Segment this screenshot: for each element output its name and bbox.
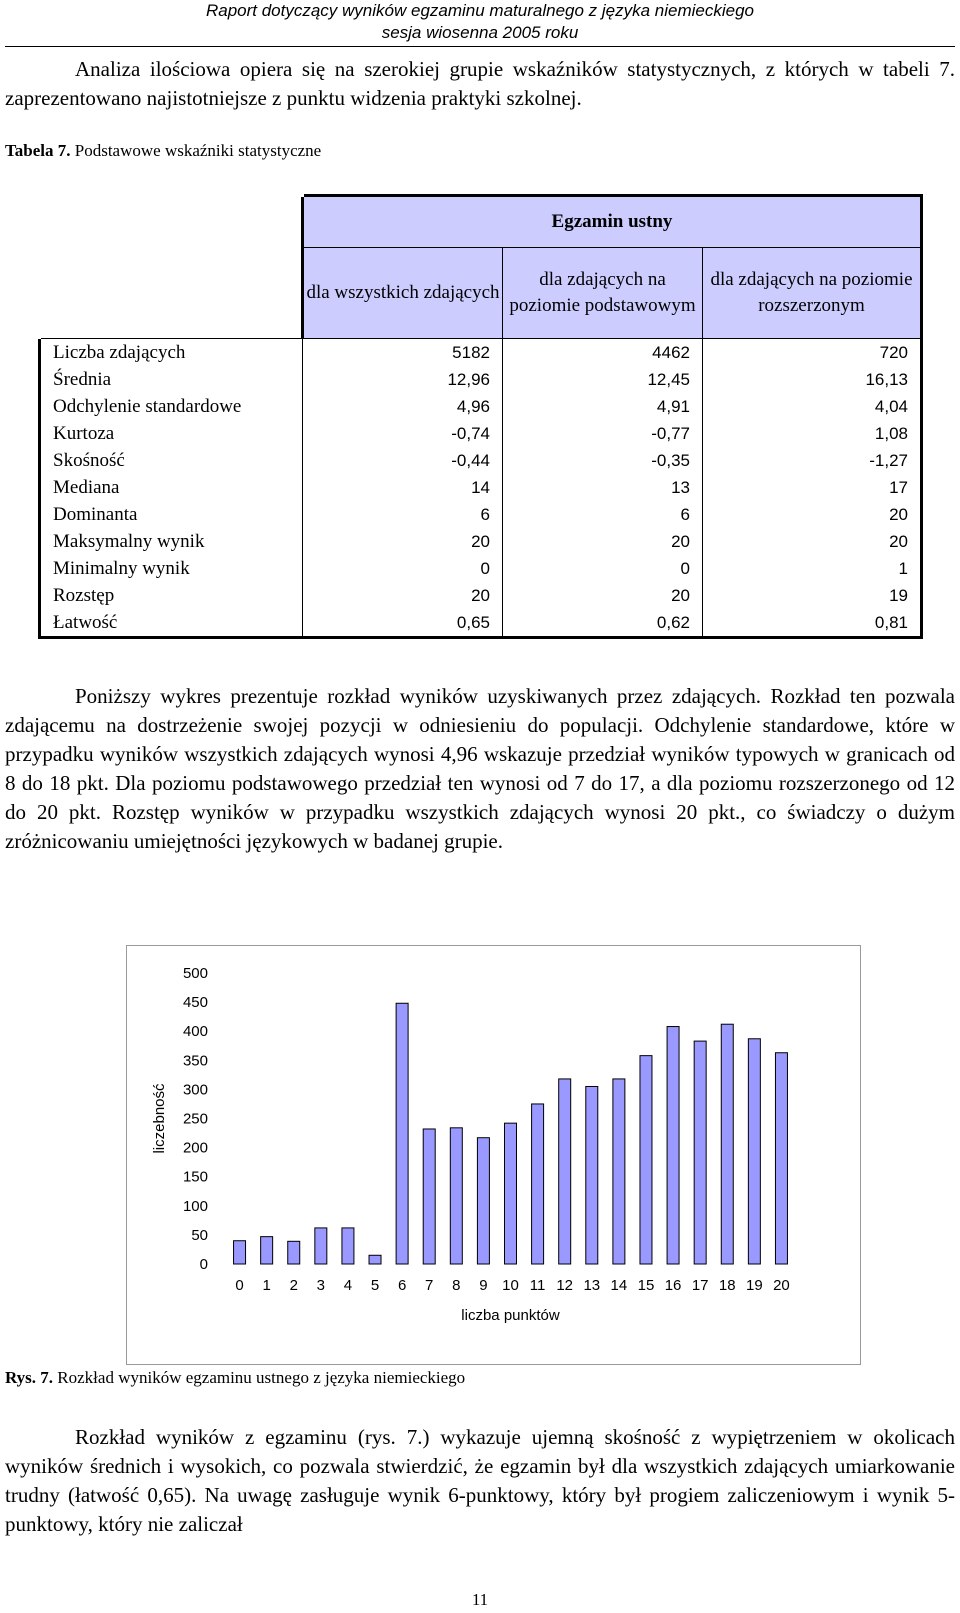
table-cell: 4,04 <box>703 393 922 420</box>
table-cell: 14 <box>303 474 503 501</box>
table-cell: 1 <box>703 555 922 582</box>
table-caption-number: Tabela 7. <box>5 141 71 160</box>
row-label: Średnia <box>40 366 303 393</box>
conclusion-text: Rozkład wyników z egzaminu (rys. 7.) wykazuje ujemną skośność z wypiętrzeniem w okolicach wyników średnich i wysokich, co pozwala stwierdzić, że egzamin był dla wszystkich zdających umiarkowanie trudny (łatwość 0,65). Na uwagę zasługuje wynik 6-punktowy, który był progiem zaliczeniowym i wynik 5-punktowy, który nie zaliczał <box>5 1425 955 1536</box>
table-row <box>40 501 922 528</box>
histogram-bar <box>775 1053 787 1264</box>
y-tick-label: 450 <box>182 994 208 1012</box>
table-cell: 4462 <box>503 339 703 367</box>
histogram-chart <box>126 945 861 1365</box>
table-cell: 0 <box>303 555 503 582</box>
header-title: Raport dotyczący wyników egzaminu maturalnego z języka niemieckiego <box>205 1 755 20</box>
y-tick-label: 150 <box>182 1168 208 1186</box>
y-tick-label: 0 <box>199 1256 208 1273</box>
table-cell: -0,74 <box>303 420 503 447</box>
histogram-bar <box>450 1128 462 1264</box>
x-tick-label: 4 <box>343 1277 353 1294</box>
y-axis-label: liczebność <box>151 1083 168 1154</box>
x-tick-label: 14 <box>610 1277 628 1294</box>
row-label: Minimalny wynik <box>40 555 303 582</box>
x-tick-label: 19 <box>746 1277 763 1294</box>
histogram-bar <box>532 1104 544 1264</box>
table-cell: 0,81 <box>703 609 922 638</box>
y-tick-label: 300 <box>182 1081 208 1099</box>
column-header: dla wszystkich zdających <box>303 248 503 339</box>
table-row <box>40 555 922 582</box>
x-tick-label: 10 <box>502 1277 519 1294</box>
x-tick-label: 0 <box>235 1277 244 1294</box>
table-cell: 13 <box>503 474 703 501</box>
histogram-bar <box>423 1129 435 1264</box>
figure-caption-text: Rozkład wyników egzaminu ustnego z języka niemieckiego <box>53 1368 466 1387</box>
histogram-bar <box>694 1041 706 1264</box>
table-body <box>40 339 922 638</box>
header-session: sesja wiosenna 2005 roku <box>381 23 579 42</box>
x-tick-label: 11 <box>529 1277 546 1294</box>
figure-caption-number: Rys. 7. <box>5 1368 54 1387</box>
row-label: Mediana <box>40 474 303 501</box>
table-row <box>40 582 922 609</box>
page-number: 11 <box>471 1590 489 1609</box>
header-rule <box>5 46 955 47</box>
table-cell: 1,08 <box>703 420 922 447</box>
table-row <box>40 528 922 555</box>
x-tick-label: 16 <box>664 1277 682 1294</box>
y-tick-label: 500 <box>182 965 208 982</box>
histogram-bar <box>234 1241 246 1264</box>
histogram-bar <box>315 1228 327 1264</box>
histogram-bar <box>721 1024 733 1264</box>
y-tick-label: 350 <box>182 1052 208 1070</box>
histogram-bar <box>640 1056 652 1264</box>
table-cell: 19 <box>703 582 922 609</box>
table-row <box>40 366 922 393</box>
x-tick-label: 1 <box>262 1277 271 1294</box>
distribution-paragraph <box>5 682 955 856</box>
table-cell: 4,96 <box>303 393 503 420</box>
intro-text: Analiza ilościowa opiera się na szerokiej grupie wskaźników statystycznych, z których w tabeli 7. zaprezentowano najistotniejsze z punktu widzenia praktyki szkolnej. <box>5 57 955 110</box>
conclusion-paragraph <box>5 1423 955 1539</box>
histogram-bar <box>748 1039 760 1264</box>
row-label: Maksymalny wynik <box>40 528 303 555</box>
histogram-bar <box>288 1241 300 1264</box>
table-cell: 6 <box>503 501 703 528</box>
row-label: Skośność <box>40 447 303 474</box>
histogram-bar <box>559 1079 571 1264</box>
y-tick-label: 200 <box>182 1139 208 1157</box>
column-header: dla zdających na poziomie podstawowym <box>503 248 703 339</box>
y-tick-label: 100 <box>182 1197 208 1215</box>
table-row <box>40 339 922 367</box>
y-tick-label: 50 <box>191 1226 208 1244</box>
column-header: dla zdających na poziomie rozszerzonym <box>703 248 922 339</box>
table-cell: 16,13 <box>703 366 922 393</box>
row-label: Dominanta <box>40 501 303 528</box>
x-tick-label: 20 <box>773 1277 790 1294</box>
table-cell: 17 <box>703 474 922 501</box>
table-cell: 6 <box>303 501 503 528</box>
table-cell: 20 <box>503 582 703 609</box>
statistics-table <box>38 194 923 639</box>
row-label: Kurtoza <box>40 420 303 447</box>
chart-canvas <box>127 946 860 1364</box>
histogram-bar <box>396 1003 408 1264</box>
x-tick-label: 13 <box>583 1277 601 1294</box>
table-cell: -0,35 <box>503 447 703 474</box>
table-cell: 20 <box>303 582 503 609</box>
x-tick-label: 7 <box>425 1277 434 1294</box>
table-cell: 20 <box>703 528 922 555</box>
table-caption <box>5 140 321 162</box>
table-row <box>40 393 922 420</box>
table-cell: 20 <box>703 501 922 528</box>
row-label: Odchylenie standardowe <box>40 393 303 420</box>
y-tick-label: 400 <box>182 1023 208 1041</box>
table-row <box>40 609 922 638</box>
x-tick-label: 9 <box>479 1277 488 1294</box>
table-cell: 5182 <box>303 339 503 367</box>
x-tick-label: 2 <box>289 1277 298 1294</box>
x-tick-label: 17 <box>691 1277 709 1294</box>
table-cell: 0,65 <box>303 609 503 638</box>
table-cell: 20 <box>303 528 503 555</box>
x-tick-label: 18 <box>718 1277 736 1294</box>
table-caption-text: Podstawowe wskaźniki statystyczne <box>70 141 322 160</box>
table-row <box>40 447 922 474</box>
histogram-bar <box>667 1027 679 1264</box>
histogram-bar <box>613 1079 625 1264</box>
histogram-bar <box>505 1123 517 1264</box>
intro-paragraph <box>5 55 955 113</box>
table-cell: 0 <box>503 555 703 582</box>
table-cell: 0,62 <box>503 609 703 638</box>
table-cell: 4,91 <box>503 393 703 420</box>
x-axis-label: liczba punktów <box>461 1307 560 1324</box>
table-group-header: Egzamin ustny <box>303 196 922 248</box>
table-cell: -0,77 <box>503 420 703 447</box>
page-header <box>0 0 960 44</box>
histogram-bar <box>342 1228 354 1264</box>
x-tick-label: 12 <box>556 1277 574 1294</box>
row-label: Liczba zdających <box>40 339 303 367</box>
figure-caption <box>5 1367 465 1389</box>
x-tick-label: 5 <box>370 1277 380 1294</box>
table-cell: 720 <box>703 339 922 367</box>
histogram-bar <box>261 1237 273 1264</box>
distribution-text: Poniższy wykres prezentuje rozkład wyników uzyskiwanych przez zdających. Rozkład ten pozwala zdającemu na dostrzeżenie swojej pozycji w odniesieniu do populacji. Odchylenie standardowe, które w przypadku wyników wszystkich zdających wynosi 4,96 wskazuje przedział wyników typowych w granicach od 8 do 18 pkt. Dla poziomu podstawowego przedział ten wynosi od 7 do 17, a dla poziomu rozszerzonego od 12 do 20 pkt. Rozstęp wyników w przypadku wszystkich zdających wynosi 20 pkt., co świadczy o dużym zróżnicowaniu umiejętności językowych w badanej grupie. <box>5 684 955 853</box>
x-tick-label: 8 <box>452 1277 461 1294</box>
histogram-bar <box>586 1086 598 1264</box>
x-tick-label: 3 <box>316 1277 326 1294</box>
table-cell: 12,96 <box>303 366 503 393</box>
table-row <box>40 420 922 447</box>
table-corner <box>40 196 303 339</box>
table-cell: 12,45 <box>503 366 703 393</box>
table-row <box>40 474 922 501</box>
table-cell: -0,44 <box>303 447 503 474</box>
histogram-bar <box>369 1255 381 1264</box>
y-tick-label: 250 <box>182 1110 208 1128</box>
x-tick-label: 15 <box>637 1277 655 1294</box>
table-cell: 20 <box>503 528 703 555</box>
table-cell: -1,27 <box>703 447 922 474</box>
row-label: Rozstęp <box>40 582 303 609</box>
x-tick-label: 6 <box>397 1277 407 1294</box>
histogram-bar <box>477 1138 489 1264</box>
row-label: Łatwość <box>40 609 303 638</box>
